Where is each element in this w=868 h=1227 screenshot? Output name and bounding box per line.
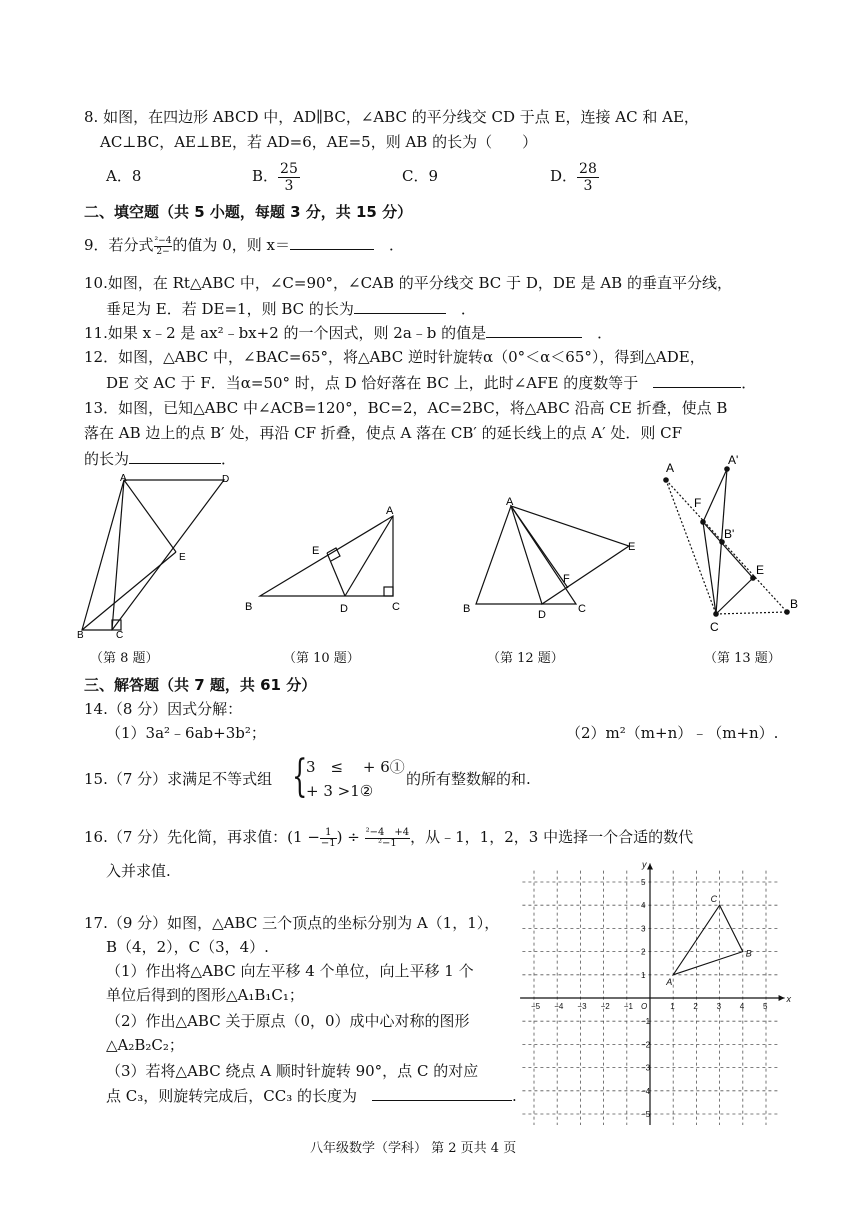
- fig8-label-a: A: [120, 473, 127, 484]
- q17-line7: （3）若将△ABC 绕点 A 顺时针旋转 90°，点 C 的对应: [106, 1062, 479, 1080]
- x-tick-label: −5: [531, 1002, 541, 1011]
- q17-line2: B（4，2），C（3，4）.: [106, 938, 269, 956]
- figure-10: [240, 498, 420, 618]
- section3-title: 三、解答题（共 7 题，共 61 分）: [84, 676, 317, 694]
- fig13-label-a-prime: A': [728, 453, 739, 467]
- fig8-label-d: D: [222, 474, 230, 485]
- q8-line1: 8. 如图，在四边形 ABCD 中，AD∥BC，∠ABC 的平分线交 CD 于点 E，连接 AC 和 AE，: [84, 108, 699, 126]
- y-tick-label: −5: [641, 1110, 651, 1119]
- y-tick-label: 3: [641, 924, 646, 934]
- x-axis-arrow: [779, 995, 785, 1001]
- page-footer: 八年级数学（学科） 第 2 页共 4 页: [310, 1141, 517, 1156]
- fig10-label-b: B: [245, 601, 253, 613]
- q12-line1: 12．如图，△ABC 中，∠BAC=65°，将△ABC 逆时针旋转α（0°＜α＜65°），得到△ADE，: [84, 348, 705, 366]
- q8-line2: AC⊥BC，AE⊥BE，若 AD=6，AE=5，则 AB 的长为（ ）: [100, 133, 538, 151]
- fig13-caption: （第 13 题）: [704, 651, 781, 666]
- q15-row1: 3 ≤ + 6①: [306, 758, 405, 776]
- x-tick-label: 5: [763, 1002, 768, 1011]
- fig10-caption: （第 10 题）: [283, 651, 360, 666]
- fig10-label-c: C: [392, 601, 400, 613]
- point-label-b: B: [745, 948, 752, 959]
- fig12-caption: （第 12 题）: [487, 651, 564, 666]
- y-tick-label: 5: [641, 878, 646, 887]
- fig13-label-c: C: [710, 620, 719, 634]
- y-tick-label: −2: [641, 1040, 651, 1050]
- q10-line1: 10.如图，在 Rt△ABC 中，∠C=90°，∠CAB 的平分线交 BC 于 D，DE 是 AB 的垂直平分线，: [84, 274, 732, 292]
- fig12-label-a: A: [506, 496, 514, 508]
- q8-option-c: C．9: [402, 167, 439, 185]
- y-tick-label: −1: [641, 1017, 651, 1027]
- fig8-label-b: B: [77, 630, 84, 641]
- section2-title: 二、填空题（共 5 小题，每题 3 分，共 15 分）: [84, 203, 413, 221]
- coordinate-grid: [520, 855, 792, 1125]
- x-tick-label: 2: [693, 1002, 698, 1011]
- q14-part1: （1）3a²﹣6ab+3b²；: [106, 724, 266, 742]
- q15-brace: {: [292, 751, 308, 802]
- y-axis-arrow: [647, 863, 653, 869]
- q17-line6: △A₂B₂C₂；: [106, 1036, 184, 1054]
- q15-suffix: 的所有整数解的和.: [406, 770, 531, 788]
- fig13-label-a: A: [666, 461, 675, 475]
- figure-12: [456, 490, 646, 620]
- q13-line1: 13．如图，已知△ABC 中∠ACB=120°，BC=2，AC=2BC，将△ABC 沿高 CE 折叠，使点 B: [84, 399, 728, 417]
- y-tick-label: 4: [641, 901, 646, 911]
- fig12-label-b: B: [463, 603, 471, 615]
- x-tick-label: −4: [554, 1002, 564, 1011]
- q13-line3: 的长为 ．: [84, 450, 237, 468]
- origin-label: O: [641, 1002, 648, 1011]
- y-tick-label: 1: [641, 970, 646, 980]
- fig10-label-e: E: [312, 545, 320, 557]
- figure-13: [652, 452, 812, 642]
- fig13-label-b: B: [790, 597, 799, 611]
- q12-line2: DE 交 AC 于 F．当α=50° 时，点 D 恰好落在 BC 上，此时∠AFE 的度数等于 ．: [106, 374, 757, 392]
- q14-part2: （2）m²（m+n）﹣（m+n）.: [566, 724, 779, 742]
- y-tick-label: 2: [641, 947, 646, 957]
- fig13-label-e: E: [756, 563, 765, 577]
- x-tick-label: −1: [623, 1002, 633, 1011]
- fig8-label-e: E: [179, 552, 186, 563]
- q17-line3: （1）作出将△ABC 向左平移 4 个单位，向上平移 1 个: [106, 962, 474, 980]
- x-tick-label: 3: [716, 1002, 722, 1011]
- fig8-caption: （第 8 题）: [90, 651, 159, 666]
- fig13-label-b-prime: B': [724, 527, 735, 541]
- q8-option-a: A．8: [106, 167, 142, 185]
- x-tick-label: 4: [739, 1002, 745, 1011]
- q17-line1: 17.（9 分）如图，△ABC 三个顶点的坐标分别为 A（1，1），: [84, 914, 500, 932]
- q15-prefix: 15.（7 分）求满足不等式组: [84, 770, 273, 788]
- x-tick-label: −2: [600, 1002, 610, 1011]
- y-axis-label: y: [642, 859, 647, 870]
- fig12-label-e: E: [628, 541, 636, 553]
- q14-title: 14.（8 分）因式分解：: [84, 700, 243, 718]
- q17-line8: 点 C₃，则旋转完成后，CC₃ 的长度为 .: [106, 1087, 517, 1105]
- fig12-label-d: D: [538, 609, 546, 620]
- x-tick-label: −3: [577, 1002, 587, 1011]
- y-tick-label: −3: [641, 1063, 651, 1073]
- fig10-label-a: A: [386, 505, 394, 517]
- point-label-c: C: [710, 894, 718, 905]
- point-label-a: A: [666, 976, 673, 987]
- fig8-label-c: C: [116, 630, 124, 641]
- q16-line2: 入并求值.: [106, 862, 171, 880]
- q17-line4: 单位后得到的图形△A₁B₁C₁；: [106, 986, 304, 1004]
- fig13-label-f: F: [694, 496, 702, 510]
- q9: 9．若分式 $\frac{\text{²−4}}{2-}$ 的值为 0，则 x＝ ．: [84, 235, 404, 257]
- q13-line2: 落在 AB 边上的点 B′ 处，再沿 CF 折叠，使点 A 落在 CB′ 的延长线上的点 A′ 处．则 CF: [84, 424, 683, 442]
- q11: 11.如果 x﹣2 是 ax²﹣bx+2 的一个因式，则 2a﹣b 的值是 ．: [84, 324, 613, 342]
- triangle-abc: [673, 905, 743, 975]
- fig12-label-c: C: [578, 603, 586, 615]
- q8-option-d: D． $\frac{28}{3}$: [550, 160, 597, 194]
- figure-8: [72, 470, 242, 642]
- x-tick-label: 1: [670, 1002, 675, 1011]
- x-axis-label: x: [786, 994, 792, 1004]
- q15-row2: + 3 >1②: [306, 782, 374, 800]
- q16-line1: 16.（7 分）先化简，再求值：(1 − $\frac{1}{-1}$ ) ÷ $\frac{\text{²−4 +4}}{\text{²−1}}$ ，从﹣1，1，2，3 中选择一个合适的数代: [84, 826, 694, 849]
- q10-line2: 垂足为 E．若 DE=1，则 BC 的长为 ．: [106, 300, 476, 318]
- q8-option-b: B． $\frac{25}{3}$: [252, 160, 298, 194]
- q17-line5: （2）作出△ABC 关于原点（0，0）成中心对称的图形: [106, 1012, 470, 1030]
- y-tick-label: −4: [641, 1086, 651, 1096]
- fig12-label-f: F: [563, 573, 570, 585]
- fig10-label-d: D: [340, 603, 348, 615]
